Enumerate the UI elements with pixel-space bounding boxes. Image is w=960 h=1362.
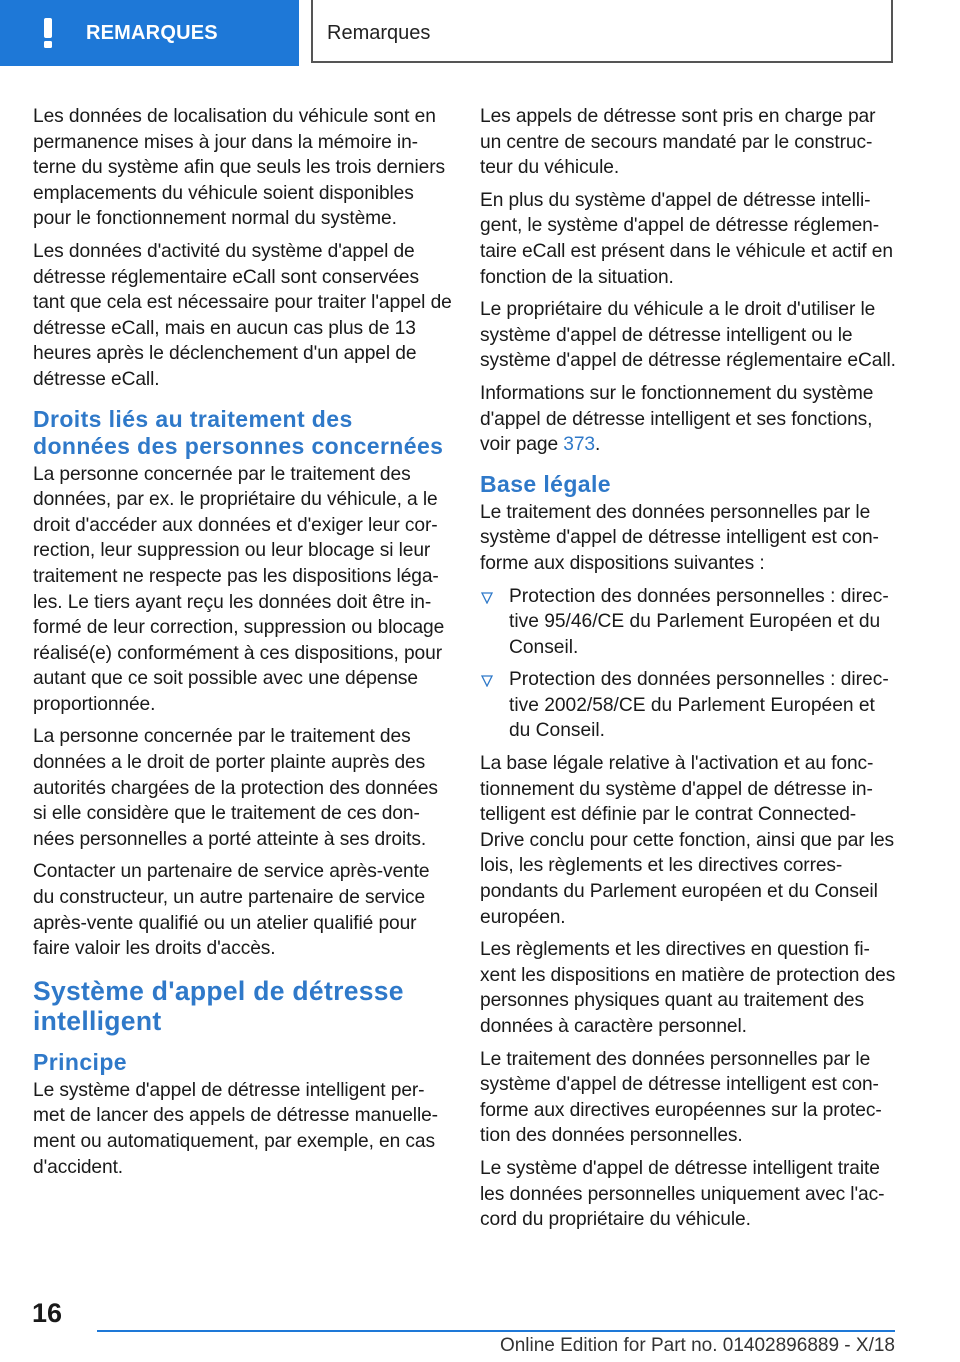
- paragraph-text: Informations sur le fonctionnement du système d'appel de détresse intelligent et ses fonctions, voir page: [480, 382, 874, 456]
- subsection-tab: [311, 0, 893, 63]
- heading-principe: Principe: [33, 1048, 127, 1075]
- triangle-bullet-icon: [481, 592, 493, 604]
- page-header: [0, 0, 960, 66]
- paragraph: Le traitement des données personnelles par le système d'appel de détresse intelligent est con- forme aux dispositions suivantes :: [480, 501, 879, 574]
- list-item: [480, 584, 900, 661]
- paragraph: Le système d'appel de détresse intelligent per- met de lancer des appels de détresse manuelle- ment ou automatiquement, par exemple, en cas d'accident.: [33, 1079, 438, 1178]
- paragraph: Les données d'activité du système d'appel de détresse réglementaire eCall sont conservées tant que cela est nécessaire pour traiter l'appel de détresse eCall, mais en aucun cas plus de 13 heures après le déclenchement d'un appel de détresse eCall.: [33, 240, 452, 390]
- paragraph: La personne concernée par le traitement des données, par ex. le propriétaire du véhicule, a le droit d'accéder aux données et d'exiger leur cor- rection, leur suppression ou leur blocage si leur traitement ne respecte pas les dispositions léga- les. Le tiers ayant reçu les données doit être in- formé de leur correction, suppression ou blocage réalisé(e) conformément à ces dispositions, pour autant que ce soit possible avec une dépense proportionnée.: [33, 463, 445, 715]
- paragraph: En plus du système d'appel de détresse intelli- gent, le système d'appel de détresse réglemen- taire eCall est présent dans le véhicule et actif en fonction de la situation.: [480, 189, 893, 288]
- paragraph: La personne concernée par le traitement des données a le droit de porter plainte auprès des autorités chargées de la protection des données si elle considère que le traitement de ces don- nées personnelles a porté atteinte à ses droits.: [33, 726, 438, 850]
- section-tab-active: [0, 0, 299, 66]
- paragraph: Les règlements et les directives en question fi- xent les dispositions en matière de protection des personnes physiques quant au traitement des données à caractère personnel.: [480, 939, 896, 1037]
- bullet-list: [480, 584, 900, 745]
- subsection-label: Remarques: [327, 22, 431, 44]
- page-number: 16: [32, 1298, 63, 1328]
- right-column: [480, 104, 900, 1240]
- paragraph: Le traitement des données personnelles par le système d'appel de détresse intelligent est con- forme aux directives européennes sur la protec- tion des données personnelles.: [480, 1048, 882, 1147]
- paragraph-end: .: [594, 434, 601, 456]
- paragraph: Le propriétaire du véhicule a le droit d'utiliser le système d'appel de détresse intelligent ou le système d'appel de détresse réglementaire eCall.: [480, 299, 896, 372]
- list-item-text: Protection des données personnelles : direc- tive 95/46/CE du Parlement Européen et du Conseil.: [509, 585, 889, 658]
- page-link[interactable]: 373: [563, 434, 595, 456]
- section-tab-label: REMARQUES: [86, 22, 218, 44]
- list-item-text: Protection des données personnelles : direc- tive 2002/58/CE du Parlement Européen et du Conseil.: [509, 669, 889, 742]
- exclamation-icon: [40, 18, 56, 48]
- paragraph: Les données de localisation du véhicule sont en permanence mises à jour dans la mémoire in- terne du système afin que seuls les trois derniers emplacements du véhicule soient disponibles pour le fonctionnement normal du système.: [33, 106, 446, 230]
- paragraph: Contacter un partenaire de service après-vente du constructeur, un autre partenaire de service après-vente qualifié ou un atelier qualifié pour faire valoir les droits d'accès.: [33, 861, 430, 960]
- paragraph: Les appels de détresse sont pris en charge par un centre de secours mandaté par le construc- teur du véhicule.: [480, 106, 876, 179]
- heading-droits: Droits liés au traitement des données des personnes concernées: [33, 405, 444, 459]
- heading-systeme-appel: Système d'appel de détresse intelligent: [33, 975, 404, 1036]
- left-column: [33, 104, 453, 1187]
- footer-divider: [97, 1330, 895, 1332]
- list-item: [480, 667, 900, 744]
- paragraph-with-link: [480, 381, 900, 458]
- heading-base-legale: Base légale: [480, 470, 611, 497]
- paragraph: La base légale relative à l'activation et au fonc- tionnement du système d'appel de détresse in- telligent est définie par le contrat Connected- Drive conclu pour cette fonction, ainsi que par les lois, les règlements et les directives corres- pondants du Parlement européen et du Conseil européen.: [480, 753, 895, 928]
- paragraph: Le système d'appel de détresse intelligent traite les données personnelles uniquement avec l'ac- cord du propriétaire du véhicule.: [480, 1157, 885, 1231]
- footer-edition: Online Edition for Part no. 01402896889 - X/18: [499, 1335, 895, 1356]
- triangle-bullet-icon: [481, 675, 493, 687]
